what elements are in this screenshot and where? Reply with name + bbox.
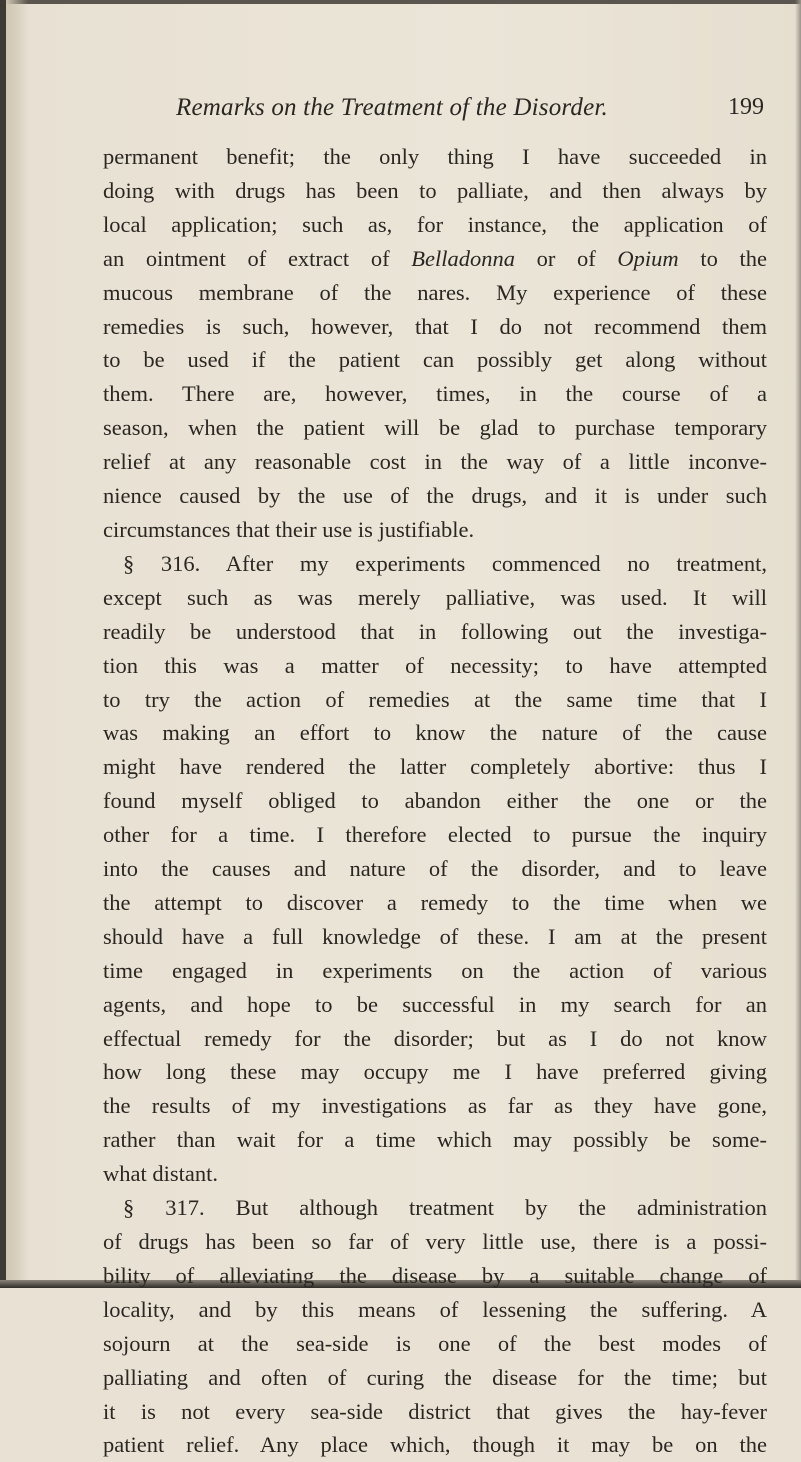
text-line: locality, and by this means of lessening the suffering. A [103, 1296, 767, 1322]
drug-name-italic: Belladonna [411, 245, 515, 271]
text-line: of drugs has been so far of very little use, there is a possi- [103, 1229, 767, 1254]
text-line: how long these may occupy me I have preferred giving [103, 1059, 767, 1085]
text-line: agents, and hope to be successful in my search for an [103, 991, 767, 1017]
text-line: the attempt to discover a remedy to the time when we [103, 889, 767, 915]
text-line: patient relief. Any place which, though it may be on the [103, 1432, 767, 1458]
running-title: Remarks on the Treatment of the Disorder. [176, 94, 609, 121]
text-line: the results of my investigations as far as they have gone, [103, 1093, 767, 1119]
body-text [103, 140, 767, 1462]
running-header [104, 94, 764, 134]
text-line: to be used if the patient can possibly get along without [103, 347, 767, 373]
drug-name-italic: Opium [617, 245, 679, 271]
text-line: sojourn at the sea-side is one of the best modes of [103, 1330, 767, 1356]
text-line: time engaged in experiments on the action of various [103, 957, 767, 983]
text-line: was making an effort to know the nature of the cause [103, 720, 767, 746]
text-line: doing with drugs has been to palliate, and then always by [103, 177, 767, 203]
text-line: what distant. [103, 1161, 218, 1187]
text-line: might have rendered the latter completely abortive: thus I [103, 754, 767, 780]
text-line: bility of alleviating the disease by a suitable change of [103, 1262, 767, 1288]
text-line: into the causes and nature of the disorder, and to leave [103, 856, 767, 882]
section-316-start: § 316. After my experiments commenced no treatment, [123, 550, 767, 576]
gutter-shadow [6, 0, 28, 1288]
text-line: mucous membrane of the nares. My experience of these [103, 279, 767, 305]
text-line: tion this was a matter of necessity; to have attempted [103, 652, 767, 678]
text-line: effectual remedy for the disorder; but as I do not know [103, 1025, 767, 1051]
page-number: 199 [728, 94, 764, 120]
text-line: found myself obliged to abandon either the one or the [103, 788, 767, 814]
text-line: season, when the patient will be glad to purchase temporary [103, 415, 767, 441]
text-line: to try the action of remedies at the same time that I [103, 686, 767, 712]
text-line: nience caused by the use of the drugs, and it is under such [103, 483, 767, 509]
page-top-edge [0, 0, 801, 4]
text-line: circumstances that their use is justifiable. [103, 516, 475, 542]
text-line: it is not every sea-side district that gives the hay-fever [103, 1398, 767, 1424]
text-line: palliating and often of curing the disease for the time; but [103, 1364, 767, 1390]
text-line: rather than wait for a time which may possibly be some- [103, 1127, 767, 1153]
text-line: should have a full knowledge of these. I am at the present [103, 923, 767, 949]
text-line: relief at any reasonable cost in the way of a little inconve- [103, 449, 767, 475]
text-line: them. There are, however, times, in the course of a [103, 381, 767, 407]
text-line: readily be understood that in following out the investiga- [103, 618, 767, 644]
text-line: other for a time. I therefore elected to pursue the inquiry [103, 822, 767, 848]
page-right-edge [795, 0, 801, 1288]
text-line: except such as was merely palliative, was used. It will [103, 584, 767, 610]
text-line: remedies is such, however, that I do not recommend them [103, 313, 767, 339]
text-line: local application; such as, for instance, the application of [103, 211, 767, 237]
text-line: permanent benefit; the only thing I have succeeded in [103, 144, 767, 169]
text-line: an ointment of extract of Belladonna or of Opium to the [103, 245, 767, 271]
section-317-start: § 317. But although treatment by the administration [123, 1195, 767, 1221]
